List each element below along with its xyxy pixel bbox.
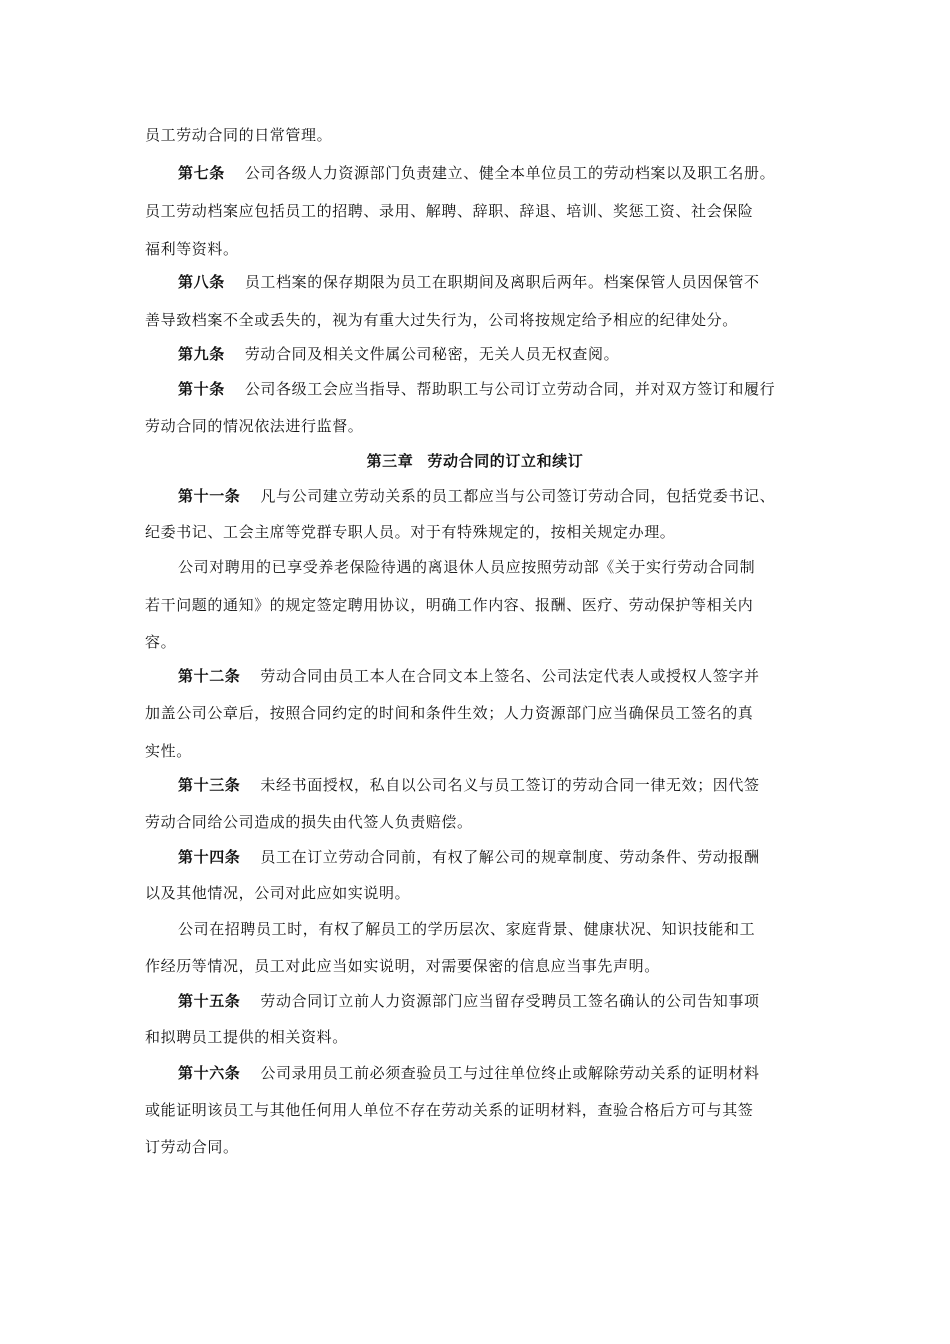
line-text: 员工劳动合同的日常管理。 <box>145 126 333 144</box>
paragraph-line <box>145 956 815 976</box>
chapter-title: 劳动合同的订立和续订 <box>427 452 584 470</box>
article-11 <box>178 486 818 506</box>
article-8 <box>178 272 818 292</box>
article-label: 第十条 <box>178 380 225 398</box>
line-text: 未经书面授权，私自以公司名义与员工签订的劳动合同一律无效；因代签 <box>260 776 760 794</box>
paragraph-line <box>145 1137 815 1157</box>
paragraph-line <box>145 741 815 761</box>
paragraph-line <box>145 812 815 832</box>
article-10 <box>178 379 818 399</box>
paragraph-line <box>145 310 815 330</box>
article-label: 第十二条 <box>178 667 241 685</box>
line-text: 劳动合同的情况依法进行监督。 <box>145 417 364 435</box>
line-text: 员工劳动档案应包括员工的招聘、录用、解聘、辞职、辞退、培训、奖惩工资、社会保险 <box>145 202 754 220</box>
article-label: 第九条 <box>178 345 225 363</box>
line-text: 加盖公司公章后，按照合同约定的时间和条件生效；人力资源部门应当确保员工签名的真 <box>145 704 754 722</box>
line-text: 凡与公司建立劳动关系的员工都应当与公司签订劳动合同，包括党委书记、 <box>260 487 776 505</box>
article-16 <box>178 1063 818 1083</box>
line-text: 福利等资料。 <box>145 240 239 258</box>
article-12 <box>178 666 818 686</box>
line-text: 公司各级人力资源部门负责建立、健全本单位员工的劳动档案以及职工名册。 <box>244 164 776 182</box>
line-text: 若干问题的通知》的规定签定聘用协议，明确工作内容、报酬、医疗、劳动保护等相关内 <box>145 596 754 614</box>
line-text: 实性。 <box>145 742 192 760</box>
article-15 <box>178 991 818 1011</box>
article-label: 第十五条 <box>178 992 241 1010</box>
line-text: 容。 <box>145 633 177 651</box>
article-13 <box>178 775 818 795</box>
paragraph-line <box>145 632 815 652</box>
paragraph-line <box>145 595 815 615</box>
paragraph-line <box>145 416 815 436</box>
line-text: 善导致档案不全或丢失的，视为有重大过失行为，公司将按规定给予相应的纪律处分。 <box>145 311 738 329</box>
paragraph-line <box>145 1027 815 1047</box>
line-text: 员工在订立劳动合同前，有权了解公司的规章制度、劳动条件、劳动报酬 <box>260 848 760 866</box>
article-7 <box>178 163 818 183</box>
article-14 <box>178 847 818 867</box>
article-label: 第十一条 <box>178 487 241 505</box>
paragraph-line <box>145 125 815 145</box>
paragraph-first-line <box>178 557 818 577</box>
paragraph-line <box>145 201 815 221</box>
line-text: 订劳动合同。 <box>145 1138 239 1156</box>
line-text: 公司在招聘员工时，有权了解员工的学历层次、家庭背景、健康状况、知识技能和工 <box>178 920 756 938</box>
line-text: 以及其他情况，公司对此应如实说明。 <box>145 884 411 902</box>
article-9 <box>178 344 818 364</box>
line-text: 纪委书记、工会主席等党群专职人员。对于有特殊规定的，按相关规定办理。 <box>145 523 676 541</box>
line-text: 劳动合同订立前人力资源部门应当留存受聘员工签名确认的公司告知事项 <box>260 992 760 1010</box>
line-text: 劳动合同及相关文件属公司秘密，无关人员无权查阅。 <box>244 345 620 363</box>
article-label: 第八条 <box>178 273 225 291</box>
line-text: 作经历等情况，员工对此应当如实说明，对需要保密的信息应当事先声明。 <box>145 957 660 975</box>
line-text: 员工档案的保存期限为员工在职期间及离职后两年。档案保管人员因保管不 <box>244 273 760 291</box>
line-text: 公司对聘用的已享受养老保险待遇的离退休人员应按照劳动部《关于实行劳动合同制 <box>178 558 756 576</box>
paragraph-line <box>145 239 815 259</box>
line-text: 公司录用员工前必须查验员工与过往单位终止或解除劳动关系的证明材料 <box>260 1064 760 1082</box>
article-label: 第七条 <box>178 164 225 182</box>
paragraph-line <box>145 522 815 542</box>
line-text: 公司各级工会应当指导、帮助职工与公司订立劳动合同，并对双方签订和履行 <box>244 380 776 398</box>
paragraph-line <box>145 703 815 723</box>
article-label: 第十四条 <box>178 848 241 866</box>
paragraph-first-line <box>178 919 818 939</box>
line-text: 和拟聘员工提供的相关资料。 <box>145 1028 348 1046</box>
line-text: 或能证明该员工与其他任何用人单位不存在劳动关系的证明材料，查验合格后方可与其签 <box>145 1101 754 1119</box>
paragraph-line <box>145 1100 815 1120</box>
article-label: 第十六条 <box>178 1064 241 1082</box>
chapter-heading <box>0 451 950 471</box>
line-text: 劳动合同给公司造成的损失由代签人负责赔偿。 <box>145 813 473 831</box>
chapter-label: 第三章 <box>366 452 414 470</box>
line-text: 劳动合同由员工本人在合同文本上签名、公司法定代表人或授权人签字并 <box>260 667 760 685</box>
article-label: 第十三条 <box>178 776 241 794</box>
paragraph-line <box>145 883 815 903</box>
